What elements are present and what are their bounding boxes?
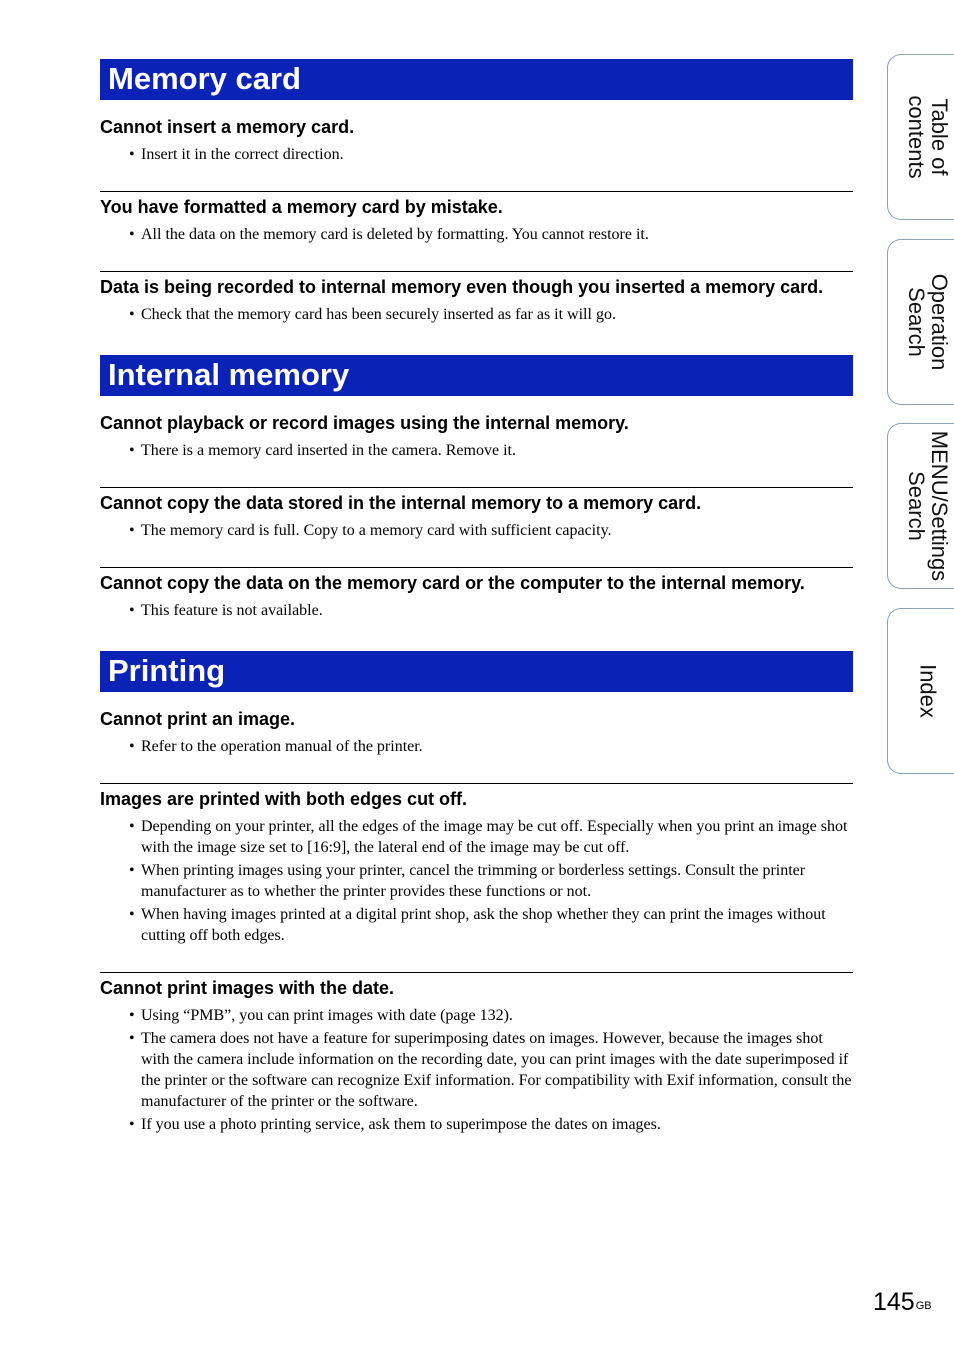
tip-item: • Check that the memory card has been securely inserted as far as it will go. — [100, 304, 853, 325]
tip-item: • When printing images using your printer, cancel the trimming or borderless settings. Consult the printer manufacturer as to whether the printer provides these functions or not. — [100, 860, 853, 902]
tip-item: • Insert it in the correct direction. — [100, 144, 853, 165]
issue-block — [100, 972, 853, 1135]
tab-index[interactable] — [887, 608, 954, 774]
tip-item: • All the data on the memory card is deleted by formatting. You cannot restore it. — [100, 224, 853, 245]
page-content — [100, 59, 853, 1137]
issue-block — [100, 412, 853, 461]
tip-list — [100, 520, 853, 541]
issue-block — [100, 567, 853, 621]
issue-block — [100, 708, 853, 757]
issue-block — [100, 116, 853, 165]
tip-item: • There is a memory card inserted in the camera. Remove it. — [100, 440, 853, 461]
tab-label — [905, 274, 951, 371]
issue-title: Cannot print an image. — [100, 709, 296, 729]
tip-list — [100, 304, 853, 325]
tip-item: • This feature is not available. — [100, 600, 853, 621]
section-header: Printing — [100, 651, 853, 692]
issue-title: Cannot insert a memory card. — [100, 117, 355, 137]
tip-item: • If you use a photo printing service, ask them to superimpose the dates on images. — [100, 1114, 853, 1135]
tab-menu-settings-search[interactable] — [887, 423, 954, 589]
issue-block — [100, 271, 853, 325]
issue-block — [100, 487, 853, 541]
tip-item: • Using “PMB”, you can print images with date (page 132). — [100, 1005, 853, 1026]
tab-label-line: MENU/Settings — [926, 430, 952, 582]
tip-item: • Depending on your printer, all the edges of the image may be cut off. Especially when you print an image shot with the image size set to [16:9], the lateral end of the image may be cut off. — [100, 816, 853, 858]
tab-label — [916, 664, 939, 718]
tab-table-of-contents[interactable] — [887, 54, 954, 220]
section-memory-card — [100, 59, 853, 325]
tab-operation-search[interactable] — [887, 239, 954, 405]
section-internal-memory — [100, 355, 853, 621]
tip-list — [100, 1005, 853, 1135]
tip-list — [100, 224, 853, 245]
section-header: Internal memory — [100, 355, 853, 396]
tab-label — [905, 95, 951, 178]
issue-block — [100, 191, 853, 245]
page-number-suffix: GB — [915, 1300, 932, 1312]
tab-label-line: Table of — [926, 98, 952, 176]
issue-title: Cannot copy the data stored in the internal memory to a memory card. — [100, 493, 702, 513]
tab-label-line: Index — [915, 664, 940, 718]
tip-list — [100, 816, 853, 946]
tip-item: • Refer to the operation manual of the printer. — [100, 736, 853, 757]
tip-item: • When having images printed at a digital print shop, ask the shop whether they can print the images without cutting off both edges. — [100, 904, 853, 946]
tip-list — [100, 144, 853, 165]
tab-label-line: Operation — [926, 273, 952, 371]
issue-block — [100, 783, 853, 946]
tip-list — [100, 736, 853, 757]
tab-label-line: Search — [903, 287, 929, 357]
tab-label — [905, 431, 951, 581]
tip-item: • The memory card is full. Copy to a memory card with sufficient capacity. — [100, 520, 853, 541]
tab-label-line: Search — [903, 471, 929, 541]
issue-title: You have formatted a memory card by mistake. — [100, 197, 503, 217]
tab-label-line: contents — [903, 95, 929, 179]
tip-list — [100, 440, 853, 461]
issue-title: Images are printed with both edges cut off. — [100, 789, 468, 809]
section-header: Memory card — [100, 59, 853, 100]
issue-title: Cannot print images with the date. — [100, 978, 395, 998]
issue-title: Cannot copy the data on the memory card or the computer to the internal memory. — [100, 573, 805, 593]
tip-item: • The camera does not have a feature for superimposing dates on images. However, because the images shot with the camera include information on the recording date, you can print images with the date superimposed if the printer or the software can recognize Exif information. For compatibility with Exif information, consult the manufacturer of the printer or the software. — [100, 1028, 853, 1112]
issue-title: Data is being recorded to internal memory even though you inserted a memory card. — [100, 277, 824, 297]
issue-title: Cannot playback or record images using the internal memory. — [100, 413, 629, 433]
page-number: $145^{GB}$ — [873, 1288, 932, 1316]
section-printing — [100, 651, 853, 1135]
tip-list — [100, 600, 853, 621]
